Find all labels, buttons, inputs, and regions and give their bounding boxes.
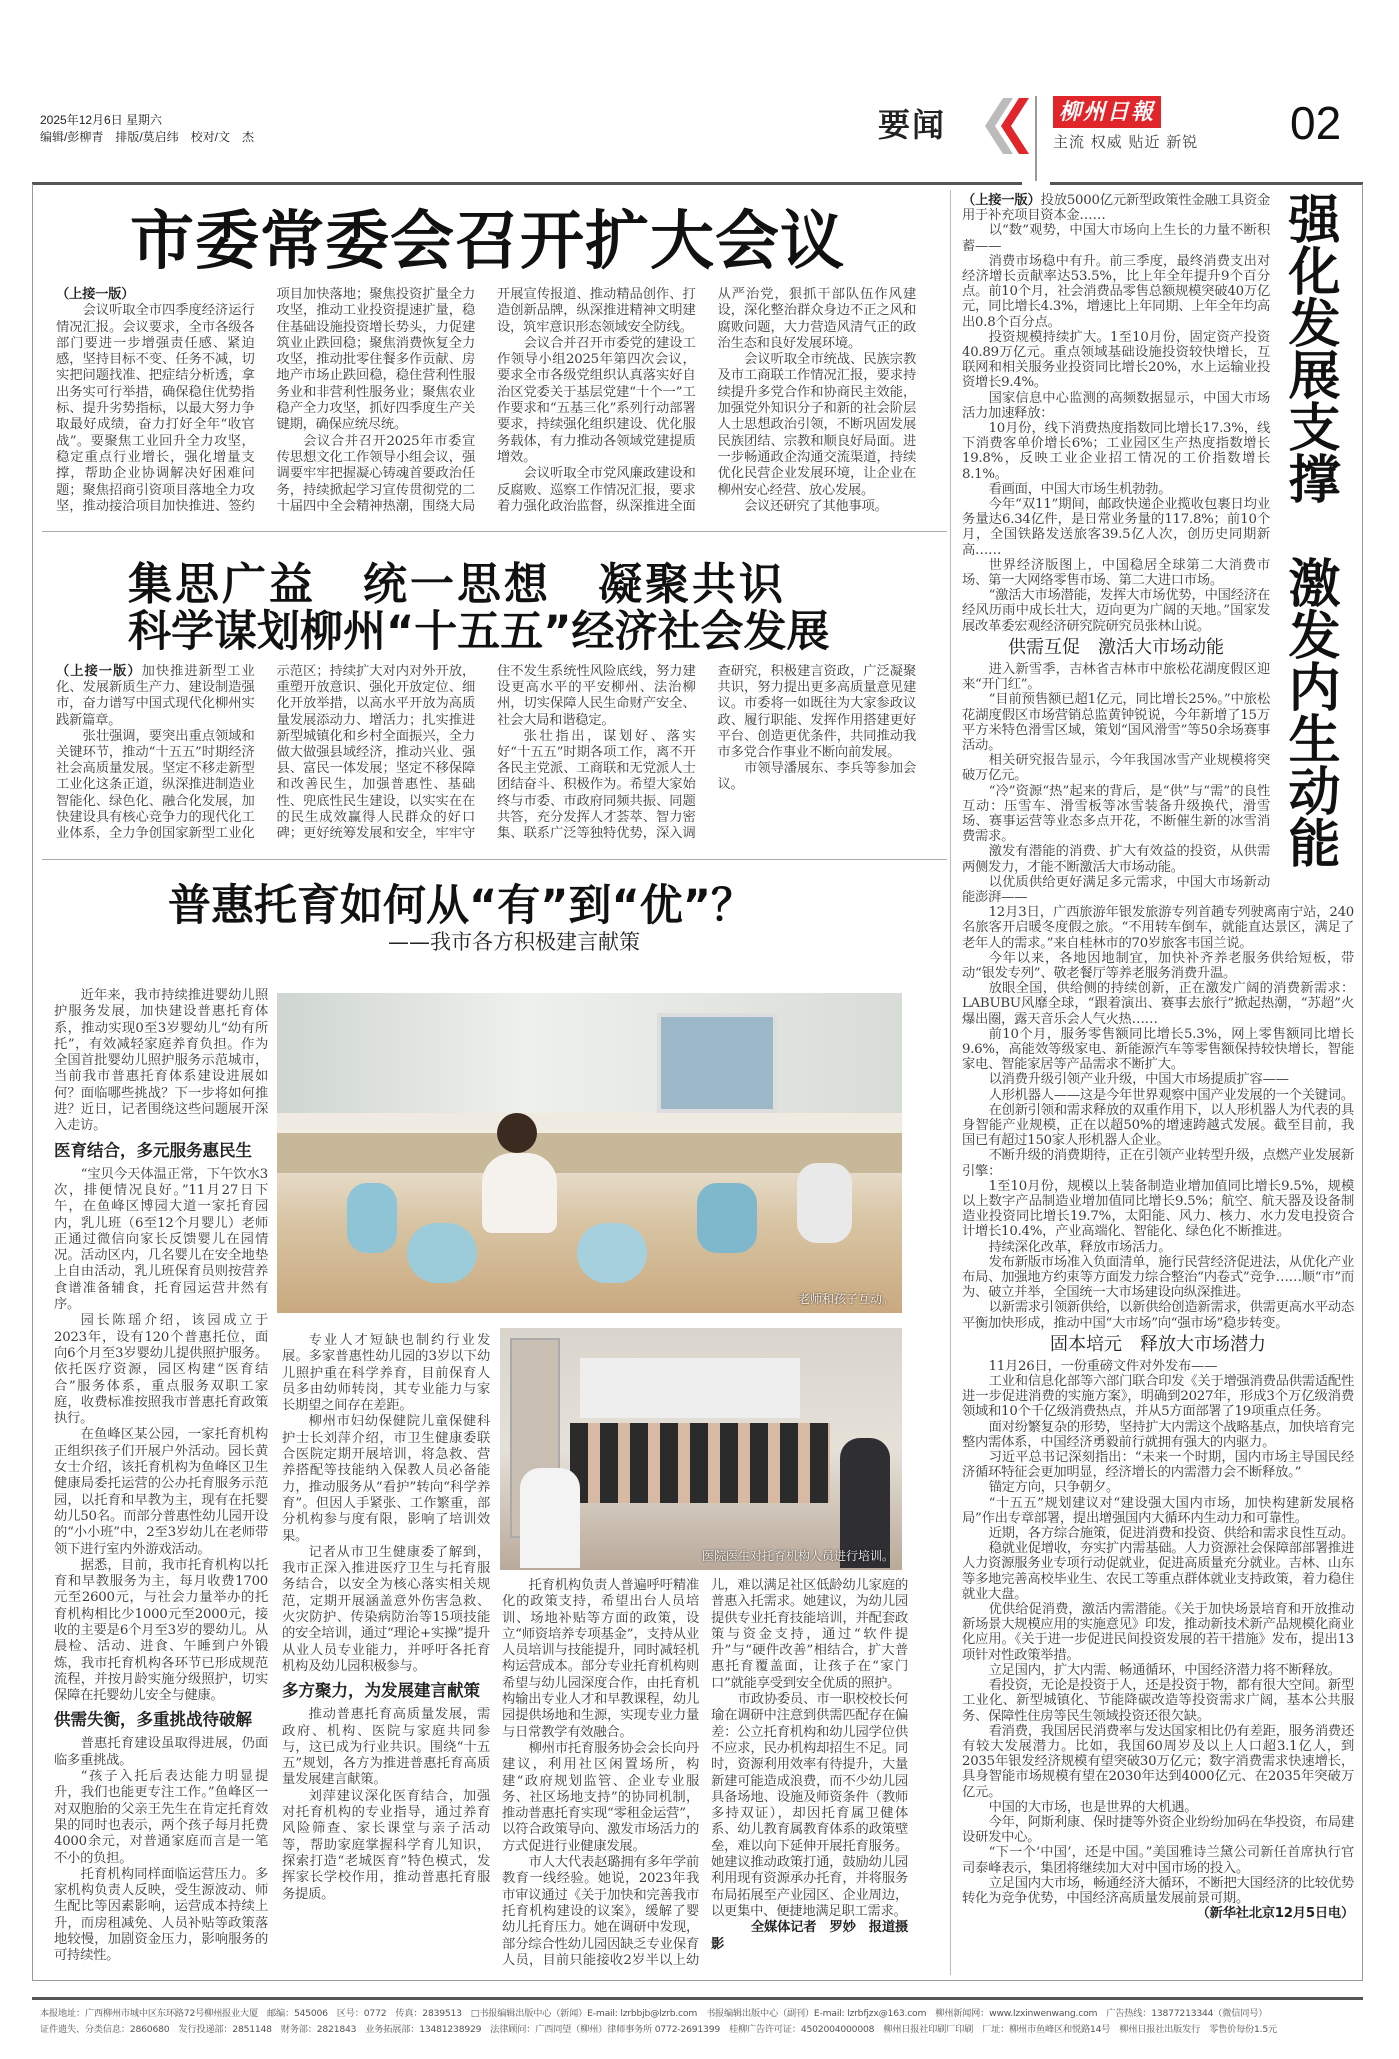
divider xyxy=(42,531,947,532)
paragraph: “十五五”规划建议对“建设强大国内市场，加快构建新发展格局”作出专章部署，提出增强国内大循环内生动力和可靠性。 xyxy=(962,1495,1354,1526)
article2-headline-line1: 集思广益 统一思想 凝聚共识 xyxy=(128,559,786,610)
paragraph: 中国的大市场，也是世界的大机遇。 xyxy=(988,1799,1198,1815)
paragraph: 进入新雪季，吉林省吉林市中旅松花湖度假区迎来“开门红”。 xyxy=(962,661,1270,693)
paragraph: 11月26日，一份重磅文件对外发布—— xyxy=(988,1358,1218,1374)
footer-line2: 证件遗失、分类信息：2860680 发行投递部：2851148 财务部：2821843 业务拓展部：13481238929 法律顾问：广西同望（柳州）律师事务所 0772-2691399 桂柳广告许可证：4502004000008 柳州日报社印刷厂印刷 厂址：柳州市鱼峰区和悦路14号 柳州日报社出版发行 零售价每份1.5元 xyxy=(40,2024,1278,2035)
paragraph: 不断升级的消费期待，正在引领产业转型升级，点燃产业发展新引擎： xyxy=(962,1148,1354,1179)
photo-doctor-training xyxy=(500,1328,902,1570)
article2-headline-line2: 科学谋划柳州“十五五”经济社会发展 xyxy=(128,607,830,657)
paragraph: “目前预售额已超1亿元，同比增长25%。”中旅松花湖度假区市场营销总监黄钟锐说，今年新增了15万平方米特色滑雪区域，策划“国风滑雪”等50余场赛事活动。 xyxy=(962,692,1270,753)
photo-caption: 医院医生对托育机构人员进行培训。 xyxy=(701,1549,894,1563)
article3-column2 xyxy=(282,1333,490,1903)
column-divider xyxy=(950,190,951,1975)
paragraph: 据悉，目前，我市托育机构以托育和早教服务为主，每月收费1700元至2600元，与社会力量举办的托育机构相比少1000元至2000元，接收的主要是6个月至3岁的婴幼儿。从晨检、活动、进食、午睡到户外锻炼，我市托育机构各环节已形成规范流程，并按月龄实施分级照护，切实保障在托婴幼儿安全与健康。 xyxy=(54,1557,268,1704)
paragraph: 投放5000亿元新型政策性金融工具资金用于补充项目资本金…… xyxy=(962,193,1271,224)
subhead: 多方聚力，为发展建言献策 xyxy=(282,1681,480,1701)
photo-caption: 老师和孩子互动。 xyxy=(797,1292,894,1306)
paragraph: “激活大市场潜能，发挥大市场优势，中国经济在经风历雨中成长壮大，迈向更为广阔的天地。”国家发展改革委宏观经济研究院研究员张林山说。 xyxy=(962,588,1270,634)
tagline: 主流 权威 贴近 新锐 xyxy=(1053,133,1199,151)
paragraph: 园长陈瑶介绍，该园成立于2023年，设有120个普惠托位，面向6个月至3岁婴幼儿提供照护服务。依托医疗资源，园区构建“医育结合”服务体系，重点服务双职工家庭，收费标准按照我市普惠托育政策执行。 xyxy=(54,1313,268,1427)
subhead: 医育结合，多元服务惠民生 xyxy=(54,1140,252,1160)
paragraph: 消费市场稳中有升。前三季度，最终消费支出对经济增长贡献率达53.5%，比上年全年提升9个百分点。前10个月，社会消费品零售总额规模突破40万亿元，同比增长4.3%，增速比上年同期、上年全年均高出0.8个百分点。 xyxy=(962,253,1270,330)
paragraph: 托育机构负责人普遍呼吁精准化的政策支持，希望出台人员培训、场地补贴等方面的政策，设立“师资培养专项基金”，支持从业人员培训与技能提升，同时减轻机构运营成本。部分专业托育机构则希望与幼儿园深度合作，由托育机构输出专业人才和早教课程，幼儿园提供场地和生源，实现专业力量与日常教学有效融合。 xyxy=(502,1578,699,1740)
paragraph: 专业人才短缺也制约行业发展。多家普惠性幼儿园的3岁以下幼儿照护重在科学养育，目前保育人员多由幼师转岗，其专业能力与家长期望之间存在差距。 xyxy=(282,1333,490,1414)
paragraph: 会议合并召开市委党的建设工作领导小组2025年第四次会议，要求全市各级党组织认真落实好自治区党委关于基层党建“十个一”工作要求和“五基三化”系列行动部署要求，持续强化组织建设、优化服务载体，有力推动各领域党建提质增效。 xyxy=(497,335,696,465)
paragraph: 发布新版市场准入负面清单，施行民营经济促进法，从优化产业布局、加强地方约束等方面发力综合整治“内卷式”竞争……顺“市”而为、破立并举，全国统一大市场建设向纵深推进。 xyxy=(962,1254,1354,1301)
article3-subtitle: ——我市各方积极建言献策 xyxy=(388,930,640,954)
article1-headline: 市委常委会召开扩大会议 xyxy=(130,205,845,279)
paragraph: 推动普惠托育高质量发展，需政府、机构、医院与家庭共同参与，这已成为行业共识。围绕“十五五”规划，各方为推进普惠托育高质量发展建言献策。 xyxy=(282,1707,490,1788)
paragraph: 前10个月，服务零售额同比增长5.3%，网上零售额同比增长9.6%，高能效等级家电、新能源汽车等零售额保持较快增长，智能家电、智能家居等产品需求不断扩大。 xyxy=(962,1026,1354,1073)
footer-line1: 本报地址：广西柳州市城中区东环路72号柳州报业大厦 邮编：545006 区号：0772 传真：2839513 □书报编辑出版中心（新闻）E-mail: lzrbbjb@lzrb.com 书报编辑出版中心（副刊）E-mail: lzrbfjzx@163.com 柳州新闻网：www.lzxinwenwang.com 广告热线：13877213344（微信同号） xyxy=(40,2008,1268,2019)
editor-credits: 编辑/彭柳青 排版/莫启纬 校对/文 杰 xyxy=(40,130,255,144)
article2-body xyxy=(56,664,916,850)
chevron-left-icon xyxy=(975,96,1030,156)
paragraph: 世界经济版图上，中国稳居全球第二大消费市场、第一大网络零售市场、第二大进口市场。 xyxy=(962,557,1270,589)
paragraph: 在创新引领和需求释放的双重作用下，以人形机器人为代表的具身智能产业规模，正在以超50%的增速跨越式发展。截至目前，我国已有超过150家人形机器人企业。 xyxy=(962,1102,1354,1149)
paragraph: 习近平总书记深刻指出：“未来一个时期，国内市场主导国民经济循环特征会更加明显，经济增长的内需潜力会不断释放。” xyxy=(962,1450,1354,1481)
paragraph: 市政协委员、市一职校校长何瑜在调研中注意到供需匹配存在偏差：公立托育机构和幼儿园学位供不应求，民办机构却招生不足。同时，资源利用效率有待提升，大量新建可能造成浪费，而不少幼儿园具备场地、设施及师资条件（教师多持双证），却因托育属卫健体系、幼儿教育属教育体系的政策壁垒，难以向下延伸开展托育服务。她建议推动政策打通，鼓励幼儿园利用现有资源承办托育，并将服务布局拓展至产业园区、企业周边，以更集中、便捷地满足职工需求。 xyxy=(711,1692,908,1919)
paragraph: 1至10月份，规模以上装备制造业增加值同比增长9.5%，规模以上数字产品制造业增加值同比增长9.5%；航空、航天器及设备制造业投资同比增长19.7%，太阳能、风力、核力、水力发电投资合计增长10.4%，产业高端化、智能化、绿色化不断推进。 xyxy=(962,1178,1354,1240)
paragraph: 张壮强调，要突出重点领域和关键环节，推动“十五五”时期经济社会高质量发展。坚定不移走新型工业化这条正道，纵深推进制造业智能化、绿色化、融合化发展，加快建设具有核心竞争力的现代化工业体系，全力争创国家新型工业化示范区；持续扩大对内对外开放，重塑开放意识、强化开放定位、细化开放举措，以高水平开放为高质量发展添动力、增活力；扎实推进新型城镇化和乡村全面振兴，全力做大做强县域经济，推动兴业、强县、富民一体发展；坚定不移保障和改善民生，加强普惠性、基础性、兜底性民生建设，以实实在在的民生成效赢得人民群众的好口碑；更好统筹发展和安全，牢牢守住不发生系统性风险底线，努力建设更高水平的平安柳州、法治柳州，切实保障人民生命财产安全、社会大局和谐稳定。 xyxy=(56,664,696,842)
header-divider xyxy=(1035,96,1037,181)
paragraph: 优供给促消费，激活内需潜能。《关于加快场景培育和开放推动新场景大规模应用的实施意见》印发，推动新技术新产品规模化商业化应用。《关于进一步促进民间投资发展的若干措施》发布，提出13项针对性政策举措。 xyxy=(962,1602,1354,1663)
article1-body xyxy=(56,287,916,519)
paragraph: “下一个‘中国’，还是中国。”美国雅诗兰黛公司新任首席执行官司泰峰表示，集团将继续加大对中国市场的投入。 xyxy=(962,1845,1354,1876)
paragraph: 柳州市妇幼保健院儿童保健科护士长刘萍介绍，市卫生健康委联合医院定期开展培训，将急救、营养搭配等技能纳入保教人员必备能力，推动服务从“看护”转向“科学养育”。但因人手紧张、工作繁重，部分机构参与度有限，影响了培训效果。 xyxy=(282,1414,490,1544)
paragraph: 投资规模持续扩大。1至10月份，固定资产投资40.89万亿元。重点领域基础设施投资较快增长，互联网和相关服务业投资同比增长20%，水上运输业投资增长9.4%。 xyxy=(962,329,1270,391)
paragraph: 以消费升级引领产业升级，中国大市场提质扩容—— xyxy=(988,1072,1289,1088)
paragraph: 稳就业促增收，夯实扩内需基础。人力资源社会保障部部署推进人力资源服务业专项行动促就业，促进高质量充分就业。吉林、山东等多地完善高校毕业生、农民工等重点群体就业支持政策，着力稳住就业大盘。 xyxy=(962,1541,1354,1602)
paragraph: 以新需求引领新供给，以新供给创造新需求，供需更高水平动态平衡加快形成，推动中国“大市场”向“强市场”稳步转变。 xyxy=(962,1300,1354,1331)
paragraph: 12月3日，广西旅游年银发旅游专列首趟专列驶离南宁站，240名旅客开启暖冬度假之旅。“不用转车倒车，就能直达景区，满足了老年人的需求。”来自桂林市的70岁旅客韦国兰说。 xyxy=(962,905,1354,951)
byline: 全媒体记者 罗妙 报道摄影 xyxy=(711,1920,908,1952)
newspaper-logo: 柳州日報 xyxy=(1053,96,1161,128)
paragraph: 看投资，无论是投资于人，还是投资于物，都有很大空间。新型工业化、新型城镇化、节能降碳改造等投资需求广阔，基本公共服务、保障性住房等民生领域投资还很欠缺。 xyxy=(962,1678,1354,1724)
paragraph: 会议合并召开2025年市委宣传思想文化工作领导小组会议，强调要牢牢把握凝心铸魂首要政治任务，持续掀起学习宣传贯彻党的二十届四中全会精神热潮，围绕大局开展宣传报道、推动精品创作、打造创新品牌，纵深推进精神文明建设，筑牢意识形态领域安全防线。 xyxy=(276,287,696,514)
paragraph: “孩子入托后表达能力明显提升，我们也能更专注工作。”鱼峰区一对双胞胎的父亲王先生在肯定托育效果的同时也表示，两个孩子每月托费4000余元，对普通家庭而言是一笔不小的负担。 xyxy=(54,1769,268,1866)
dateline: （新华社北京12月5日电） xyxy=(1196,1906,1354,1922)
paragraph: 面对纷繁复杂的形势，坚持扩大内需这个战略基点，加快培育完整内需体系，中国经济勇毅前行就拥有强大的内驱力。 xyxy=(962,1419,1354,1450)
paragraph: “冷”资源“热”起来的背后，是“供”与“需”的良性互动：压雪车、滑雪板等冰雪装备升级换代，滑雪场、赛事运营等业态多点开花，不断催生新的冰雪消费需求。 xyxy=(962,783,1270,845)
paragraph: 会议听取全市党风廉政建设和反腐败、巡察工作情况汇报，要求着力强化政治监督，纵深推进全面从严治党，狠抓干部队伍作风建设，深化整治群众身边不正之风和腐败问题，大力营造风清气正的政治生态和良好发展环境。 xyxy=(497,287,916,514)
subhead: 固本培元 释放大市场潜力 xyxy=(1050,1333,1266,1355)
paragraph: 立足国内大市场，畅通经济大循环，不断把大国经济的比较优势转化为竞争优势，中国经济高质量发展前景可期。 xyxy=(962,1875,1354,1906)
paragraph: 今年，阿斯利康、保时捷等外资企业纷纷加码在华投资，布局建设研发中心。 xyxy=(962,1814,1354,1846)
paragraph: 放眼全国，供给侧的持续创新，正在激发广阔的消费新需求：LABUBU风靡全球，“跟着演出、赛事去旅行”掀起热潮，“苏超”火爆出圈，露天音乐会人气火热…… xyxy=(962,981,1354,1027)
paragraph: 会议听取全市统战、民族宗教及市工商联工作情况汇报，要求持续提升多党合作和协商民主效能，加强党外知识分子和新的社会阶层人士思想政治引领，不断巩固发展民族团结、宗教和顺良好局面。进一步畅通政企沟通交流渠道，持续优化民营企业发展环境，让企业在柳州安心经营、放心发展。 xyxy=(717,352,916,498)
continued-label: （上接一版） xyxy=(962,193,1041,208)
paragraph: 会议还研究了其他事项。 xyxy=(744,498,888,514)
paragraph: 今年“双11”期间，邮政快递企业揽收包裹日均业务量达6.34亿件，是日常业务量的117.8%；前10个月，全国铁路发送旅客39.5亿人次，创历史同期新高…… xyxy=(962,497,1270,558)
paragraph: 人形机器人——这是今年世界观察中国产业发展的一个关键词。 xyxy=(988,1087,1354,1103)
subhead: 供需失衡，多重挑战待破解 xyxy=(54,1710,252,1730)
paragraph: 加快推进新型工业化、发展新质生产力、建设制造强市，奋力谱写中国式现代化柳州实践新篇章。 xyxy=(56,664,255,728)
paragraph: 张壮指出，谋划好、落实好“十五五”时期各项工作，离不开各民主党派、工商联和无党派人士团结奋斗、积极作为。希望大家始终与市委、市政府同频共振、同题共答，充分发挥人才荟萃、智力密集、联系广泛等独特优势，深入调查研究，积极建言资政，广泛凝聚共识，努力提出更多高质量意见建议。市委将一如既往为大家参政议政、履行职能、发挥作用搭建更好平台、创造更优条件，共同推动我市多党合作事业不断向前发展。 xyxy=(497,664,916,842)
continued-label: （上接一版） xyxy=(56,664,142,679)
paragraph: 相关研究报告显示，今年我国冰雪产业规模将突破万亿元。 xyxy=(962,753,1270,784)
paragraph: 市人大代表赵璐拥有多年学前教育一线经验。她说，2023年我市审议通过《关于加快和完善我市托育机构建设的议案》，缓解了婴幼儿托育压力。她在调研中发现，部分综合性幼儿园因缺乏专业保育人员，目前只能接收2岁半以上幼儿，难以满足社区低龄幼儿家庭的普惠入托需求。她建议，为幼儿园提供专业托育技能培训，并配套政策与资金支持，通过“软件提升”与“硬件改善”相结合，扩大普惠托育覆盖面，让孩子在“家门口”就能享受到安全优质的照护。 xyxy=(502,1578,908,1968)
intro: 近年来，我市持续推进婴幼儿照护服务发展，加快建设普惠托育体系，推动实现0至3岁婴幼儿“幼有所托”，有效减轻家庭养育负担。作为全国首批婴幼儿照护服务示范城市，当前我市普惠托育体系建设进展如何？面临哪些挑战？下一步将如何推进？近日，记者围绕这些问题展开深入走访。 xyxy=(54,988,268,1134)
article4-vertical-headline: 强化发展支撑 激发内生动能 xyxy=(1279,192,1339,868)
paragraph: 普惠托育建设虽取得进展，仍面临多重挑战。 xyxy=(54,1736,268,1768)
paragraph: 10月份，线下消费热度指数同比增长17.3%，线下消费客单价增长6%；工业园区生产热度指数增长19.8%，反映工业企业招工情况的工价指数增长8.1%。 xyxy=(962,421,1270,482)
section-title: 要闻 xyxy=(878,106,947,144)
article3-column1 xyxy=(54,988,268,1965)
page-number: 02 xyxy=(1290,97,1342,149)
paragraph: 以优质供给更好满足多元需求，中国大市场新动能澎湃—— xyxy=(962,874,1270,905)
footer-rule xyxy=(32,1997,1363,2000)
paragraph: 近期，各方综合施策，促进消费和投资、供给和需求良性互动。 xyxy=(988,1526,1354,1542)
paragraph: 在鱼峰区某公园，一家托育机构正组织孩子们开展户外活动。园长黄女士介绍，该托育机构为鱼峰区卫生健康局委托运营的公办托育服务示范园，以托育和早教为主，现有在托婴幼儿50名。而部分普惠性幼儿园开设的“小小班”中，2至3岁幼儿在老师带领下进行室内外游戏活动。 xyxy=(54,1427,268,1557)
paragraph: 立足国内，扩大内需、畅通循环，中国经济潜力将不断释放。 xyxy=(988,1662,1341,1678)
article3-columns3-4 xyxy=(502,1578,908,1976)
paragraph: 工业和信息化部等六部门联合印发《关于增强消费品供需适配性进一步促进消费的实施方案》，明确到2027年，形成3个万亿级消费领域和10个千亿级消费热点，并从5方面部署了19项重点任务。 xyxy=(962,1374,1354,1420)
continued-label: （上接一版） xyxy=(56,287,135,302)
paragraph: 以“数”观势，中国大市场向上生长的力量不断积蓄—— xyxy=(962,223,1270,254)
issue-date: 2025年12月6日 星期六 xyxy=(40,113,163,127)
paragraph: 激发有潜能的消费、扩大有效益的投资，从供需两侧发力，才能不断激活大市场动能。 xyxy=(962,844,1270,875)
paragraph: 锚定方向，只争朝夕。 xyxy=(988,1480,1120,1496)
paragraph: 柳州市托育服务协会会长向丹建议，利用社区闲置场所，构建“政府规划监管、企业专业服务、社区场地支持”的协同机制，推动普惠托育实现“零租金运营”，以符合政策导向、激发市场活力的方式促进行业健康发展。 xyxy=(502,1740,699,1854)
paragraph: 托育机构同样面临运营压力。多家机构负责人反映，受生源波动、师生配比等因素影响，运营成本持续上升，而房租减免、人员补贴等政策落地较慢，加剧资金压力，影响服务的可持续性。 xyxy=(54,1866,268,1964)
paragraph: “宝贝今天体温正常，下午饮水3次，排便情况良好。”11月27日下午，在鱼峰区博园大道一家托育园内，乳儿班（6至12个月婴儿）老师正通过微信向家长反馈婴儿在园情况。活动区内，几名婴儿在安全地垫上自由活动，乳儿班保育员则按营养食谱准备辅食，托育园运营井然有序。 xyxy=(54,1166,268,1313)
paragraph: 看画面，中国大市场生机勃勃。 xyxy=(988,481,1172,497)
divider xyxy=(42,859,947,860)
paragraph: 今年以来，各地因地制宜，加快补齐养老服务供给短板，带动“银发专列”、敬老餐厅等养老服务消费升温。 xyxy=(962,950,1354,981)
article3-headline: 普惠托育如何从“有”到“优”？ xyxy=(168,881,755,931)
paragraph: 会议听取全市四季度经济运行情况汇报。会议要求，全市各级各部门要进一步增强责任感、紧迫感，坚持目标不变、任务不减，切实把问题找准、把症结分析透，拿出务实可行举措，确保稳住优势指标、提升劣势指标，以最大努力争取最好成绩，奋力打好全年“收官战”。要聚焦工业回升全力攻坚，稳定重点行业增长，强化增量支撑，帮助企业协调解决好困难问题；聚焦招商引资项目落地全力攻坚，推动接洽项目加快推进、签约项目加快落地；聚焦投资扩量全力攻坚，推动工业投资提速扩量，稳住基础设施投资增长势头，力促建筑业止跌回稳；聚焦消费恢复全力攻坚，推动批零住餐多作贡献、房地产市场止跌回稳，稳住营利性服务业和非营利性服务业；聚焦农业稳产全力攻坚，抓好四季度生产关键期，确保应统尽统。 xyxy=(56,287,475,514)
photo-teacher-children xyxy=(277,993,902,1313)
subhead: 供需互促 激活大市场动能 xyxy=(1008,636,1224,658)
paragraph: 看消费，我国居民消费率与发达国家相比仍有差距，服务消费还有较大发展潜力。比如，我国60周岁及以上人口超3.1亿人，到2035年银发经济规模有望突破30万亿元；数字消费需求快速增长，具身智能市场规模有望在2030年达到4000亿元、在2035年突破万亿元。 xyxy=(962,1723,1354,1800)
paragraph: 刘萍建议深化医育结合，加强对托育机构的专业指导，通过养育风险筛查、家长课堂与亲子活动等，帮助家庭掌握科学育儿知识，探索打造“老城医育”特色模式，发挥家长学校作用，推动普惠托育服务提质。 xyxy=(282,1788,490,1902)
paragraph: 记者从市卫生健康委了解到，我市正深入推进医疗卫生与托育服务结合，以安全为核心落实相关规范，定期开展涵盖意外伤害急救、火灾防护、传染病防治等15项技能的安全培训，通过“理论+实操”提升从业人员专业能力，并呼吁各托育机构及幼儿园积极参与。 xyxy=(282,1544,490,1674)
paragraph: 市领导潘展东、李兵等参加会议。 xyxy=(717,761,916,793)
paragraph: 国家信息中心监测的高频数据显示，中国大市场活力加速释放： xyxy=(962,390,1270,421)
paragraph: 持续深化改革，释放市场活力。 xyxy=(988,1239,1172,1255)
